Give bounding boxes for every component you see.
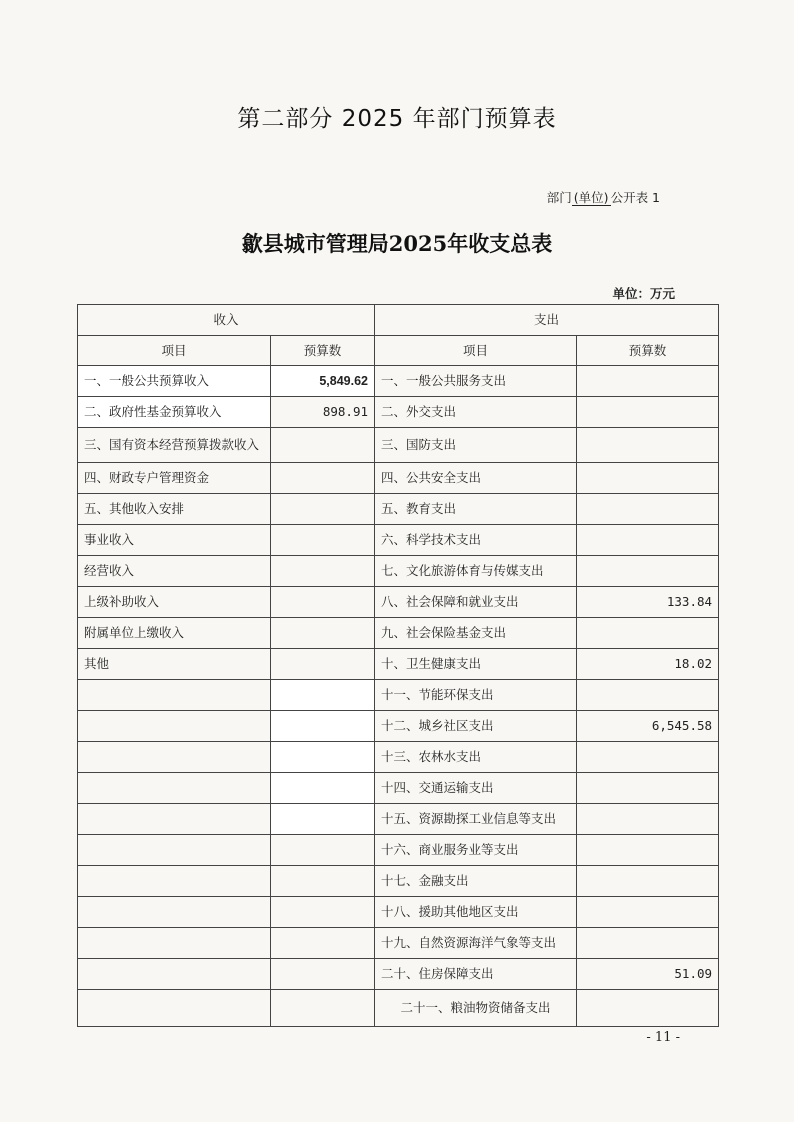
income-item [78,835,271,866]
income-item: 五、其他收入安排 [78,494,271,525]
table-row [78,397,719,428]
column-header-row [78,336,719,366]
expense-item: 二十、住房保障支出 [375,959,577,990]
table-row [78,463,719,494]
expense-amount: 133.84 [577,587,719,618]
table-row [78,773,719,804]
income-amount [271,773,375,804]
income-item [78,928,271,959]
expense-amount [577,556,719,587]
income-item [78,990,271,1027]
col-income-item: 项目 [78,336,271,366]
income-item: 上级补助收入 [78,587,271,618]
expense-amount [577,618,719,649]
expense-amount: 18.02 [577,649,719,680]
table-row [78,649,719,680]
table-row [78,742,719,773]
table-row [78,618,719,649]
table-row [78,928,719,959]
col-expense-amount: 预算数 [577,336,719,366]
table-row [78,366,719,397]
expense-amount [577,525,719,556]
expense-amount [577,463,719,494]
income-amount [271,928,375,959]
income-item: 三、国有资本经营预算拨款收入 [78,428,271,463]
table-row [78,959,719,990]
expense-item: 二、外交支出 [375,397,577,428]
expense-amount [577,928,719,959]
income-amount [271,959,375,990]
expense-item: 六、科学技术支出 [375,525,577,556]
income-amount [271,463,375,494]
expense-item: 十二、城乡社区支出 [375,711,577,742]
table-row [78,587,719,618]
income-item: 其他 [78,649,271,680]
form-prefix: 部门 [546,190,572,205]
expense-item: 十四、交通运输支出 [375,773,577,804]
income-item: 一、一般公共预算收入 [78,366,271,397]
income-amount [271,866,375,897]
income-header: 收入 [78,305,375,336]
expense-item: 二十一、粮油物资储备支出 [375,990,577,1027]
expense-item: 七、文化旅游体育与传媒支出 [375,556,577,587]
part-title: 第二部分 2025 年部门预算表 [237,106,557,132]
table-title: 歙县城市管理局2025年收支总表 [241,231,553,256]
income-item: 经营收入 [78,556,271,587]
income-amount [271,556,375,587]
form-code [510,188,660,206]
expense-item: 十、卫生健康支出 [375,649,577,680]
table-row [78,525,719,556]
table-row [78,556,719,587]
table-row [78,897,719,928]
expense-amount [577,866,719,897]
expense-amount [577,366,719,397]
income-item [78,959,271,990]
expense-item: 八、社会保障和就业支出 [375,587,577,618]
expense-item: 十一、节能环保支出 [375,680,577,711]
expense-amount [577,897,719,928]
income-item [78,866,271,897]
expense-item: 十三、农林水支出 [375,742,577,773]
income-amount [271,618,375,649]
income-item [78,804,271,835]
expense-item: 四、公共安全支出 [375,463,577,494]
income-amount [271,742,375,773]
income-amount: 898.91 [271,397,375,428]
income-amount [271,835,375,866]
expense-amount [577,804,719,835]
expense-amount [577,990,719,1027]
expense-amount: 6,545.58 [577,711,719,742]
expense-item: 一、一般公共服务支出 [375,366,577,397]
expense-item: 十九、自然资源海洋气象等支出 [375,928,577,959]
table-row [78,990,719,1027]
income-item [78,773,271,804]
income-amount [271,804,375,835]
expense-amount [577,835,719,866]
form-suffix: 公开表 1 [610,190,660,205]
income-amount [271,494,375,525]
form-unit: (单位) [573,190,609,205]
expense-amount [577,742,719,773]
table-header-row [78,305,719,336]
income-item [78,897,271,928]
page-number: - 11 - [646,1030,680,1045]
table-row [78,494,719,525]
table-row [78,680,719,711]
income-amount [271,649,375,680]
expense-amount [577,428,719,463]
income-amount [271,428,375,463]
income-item: 附属单位上缴收入 [78,618,271,649]
income-amount [271,990,375,1027]
income-amount [271,680,375,711]
income-amount [271,587,375,618]
expense-amount [577,494,719,525]
income-item: 事业收入 [78,525,271,556]
expense-amount [577,773,719,804]
expense-amount [577,397,719,428]
table-row [78,428,719,463]
expense-item: 十八、援助其他地区支出 [375,897,577,928]
table-row [78,835,719,866]
expense-item: 十五、资源勘探工业信息等支出 [375,804,577,835]
expense-amount [577,680,719,711]
income-item [78,711,271,742]
expense-item: 十七、金融支出 [375,866,577,897]
income-item [78,680,271,711]
income-item: 四、财政专户管理资金 [78,463,271,494]
table-row [78,804,719,835]
col-income-amount: 预算数 [271,336,375,366]
expense-amount: 51.09 [577,959,719,990]
table-row [78,866,719,897]
income-item [78,742,271,773]
income-amount [271,897,375,928]
expense-item: 九、社会保险基金支出 [375,618,577,649]
budget-table [77,304,719,1027]
table-row [78,711,719,742]
expense-header: 支出 [375,305,719,336]
income-item: 二、政府性基金预算收入 [78,397,271,428]
income-amount [271,711,375,742]
expense-item: 五、教育支出 [375,494,577,525]
unit-label: 单位：万元 [612,286,675,301]
income-amount: 5,849.62 [271,366,375,397]
col-expense-item: 项目 [375,336,577,366]
income-amount [271,525,375,556]
expense-item: 三、国防支出 [375,428,577,463]
expense-item: 十六、商业服务业等支出 [375,835,577,866]
